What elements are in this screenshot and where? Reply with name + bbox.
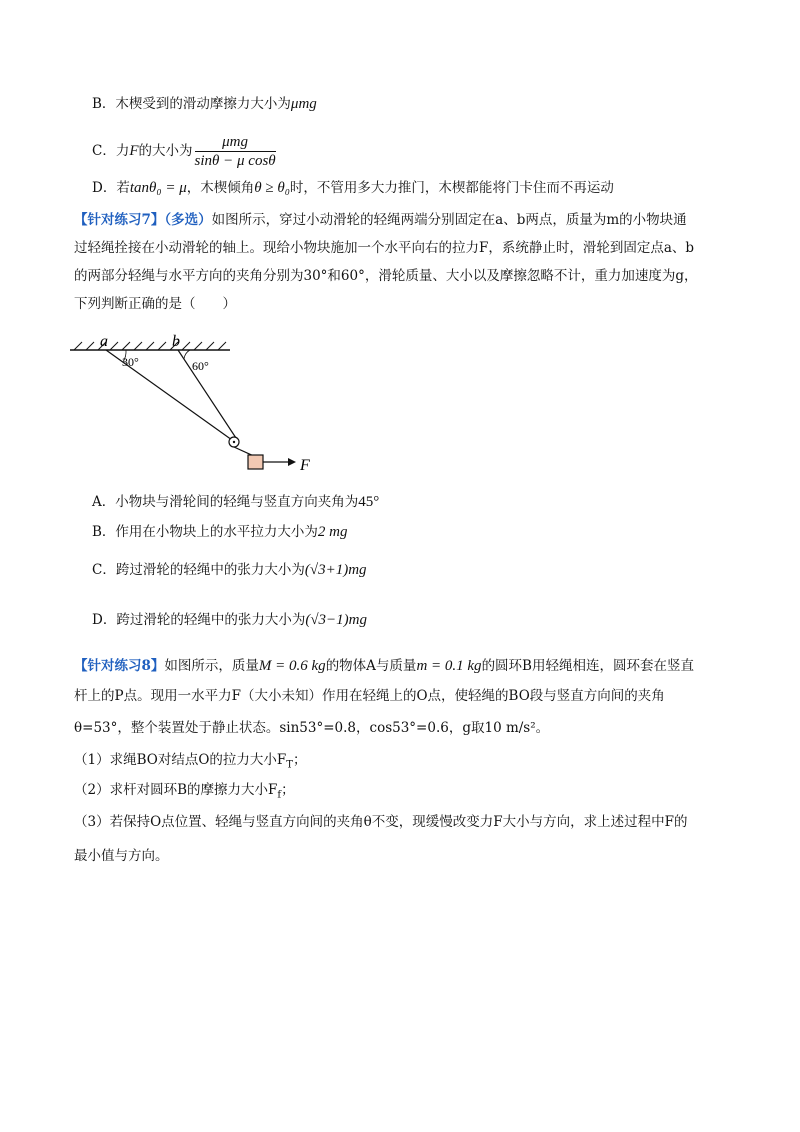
option-text: ，木楔倾角 — [186, 180, 255, 196]
angle-60-label: 60° — [192, 359, 209, 373]
force-arrow-head — [288, 458, 296, 466]
practice7-option-c — [92, 560, 367, 580]
option-text: D．若 — [92, 180, 130, 196]
force-label: F — [300, 457, 310, 474]
pulley-figure — [60, 330, 330, 480]
prev-option-d — [92, 178, 614, 198]
angle-arc-b — [184, 350, 190, 359]
practice8-q3-line2: 最小值与方向。 — [74, 848, 169, 864]
option-math: (√3+1)mg — [304, 562, 367, 578]
option-var: F — [129, 143, 139, 159]
option-text: B．作用在小物块上的水平拉力大小为 — [92, 524, 318, 540]
ceiling-hatch — [74, 342, 226, 350]
option-text: C．跨过滑轮的轻绳中的张力大小为 — [92, 562, 305, 578]
practice7-line4: 下列判断正确的是（ ） — [74, 296, 236, 312]
point-b-label: b — [172, 333, 180, 350]
pulley-axle — [233, 441, 235, 443]
option-math: θ ≥ θ₀ — [254, 180, 290, 196]
practice8-tag: 【针对练习8】 — [74, 658, 165, 674]
practice7-line3: 的两部分轻绳与水平方向的夹角分别为30°和60°，滑轮质量、大小以及摩擦忽略不计，重力加速度为g， — [74, 268, 698, 284]
practice8-line3: θ=53°，整个装置处于静止状态。sin53°=0.8，cos53°=0.6，g取10 m/s²。 — [74, 720, 550, 736]
option-math: μmg — [290, 96, 317, 112]
practice8-q2 — [74, 780, 295, 806]
option-text: 的大小为 — [138, 143, 193, 159]
practice7-text: 如图所示，穿过小动滑轮的轻绳两端分别固定在a、b两点，质量为m的小物块通 — [211, 212, 687, 228]
practice8-math: m = 0.1 kg — [416, 658, 482, 674]
prev-option-c — [92, 134, 276, 169]
option-text: C．力 — [92, 143, 130, 159]
practice7-multi: （多选） — [164, 212, 212, 228]
question-text: （2）求杆对圆环B的摩擦力大小F — [74, 782, 278, 798]
question-end: ； — [281, 782, 295, 798]
option-text: B．木楔受到的滑动摩擦力大小为 — [92, 96, 291, 112]
point-a-label: a — [100, 333, 108, 350]
practice8-q1 — [74, 750, 306, 776]
question-end: ； — [292, 752, 307, 768]
subscript: f — [277, 789, 282, 801]
option-text: 时，不管用多大力推门，木楔都能将门卡住而不再运动 — [289, 180, 614, 196]
practice7-line2: 过轻绳拴接在小动滑轮的轴上。现给小物块施加一个水平向右的拉力F，系统静止时，滑轮到固定点a、b — [74, 240, 695, 256]
angle-30-label: 30° — [122, 355, 139, 369]
fraction-numerator: μmg — [195, 134, 276, 152]
practice7-tag: 【针对练习7】 — [74, 212, 165, 228]
practice7-option-b — [92, 522, 348, 542]
option-text: D．跨过滑轮的轻绳中的张力大小为 — [92, 612, 306, 628]
practice7-option-d — [92, 610, 367, 630]
practice7-option-a — [92, 492, 379, 512]
fraction-denominator: sinθ − μ cosθ — [194, 153, 276, 169]
option-math: tanθ₀ = μ — [129, 180, 187, 196]
practice8-text: 如图所示，质量 — [164, 658, 259, 674]
practice7-line1 — [74, 210, 687, 230]
practice8-text: 的圆环B用轻绳相连，圆环套在竖直 — [481, 658, 694, 674]
option-math: 2 mg — [317, 524, 348, 540]
question-text: （1）求绳BO对结点O的拉力大小F — [74, 752, 287, 768]
practice8-text: 的物体A与质量 — [325, 658, 417, 674]
option-math: 45° — [358, 494, 380, 510]
practice8-line2: 杆上的P点。现用一水平力F（大小未知）作用在轻绳上的O点，使轻绳的BO段与竖直方向间的夹角 — [74, 688, 665, 704]
practice8-line1 — [74, 656, 694, 676]
option-math: (√3−1)mg — [305, 612, 368, 628]
practice8-math: M = 0.6 kg — [258, 658, 326, 674]
option-text: A．小物块与滑轮间的轻绳与竖直方向夹角为 — [92, 494, 359, 510]
practice8-q3-line1: （3）若保持O点位置、轻绳与竖直方向间的夹角θ不变，现缓慢改变力F大小与方向，求上述过程中F的 — [74, 814, 688, 830]
subscript: T — [286, 759, 293, 771]
small-block — [248, 455, 263, 469]
prev-option-b — [92, 94, 317, 114]
fraction — [195, 134, 276, 169]
